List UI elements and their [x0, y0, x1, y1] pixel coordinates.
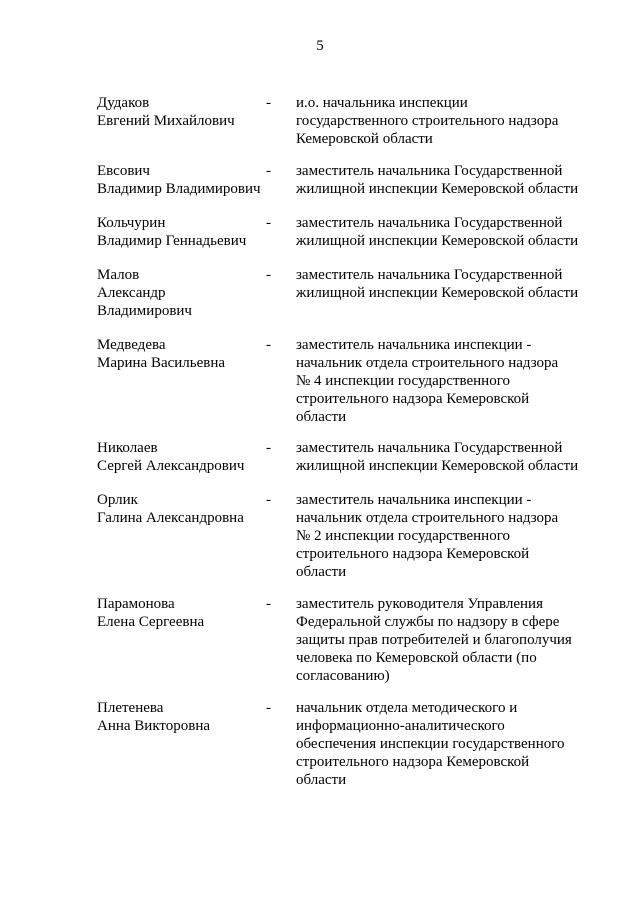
name-line: Парамонова	[97, 596, 175, 612]
position-line: жилищной инспекции Кемеровской области	[296, 181, 579, 197]
name-line: Анна Викторовна	[97, 718, 211, 734]
dash-separator: -	[266, 337, 271, 353]
position-line: области	[296, 564, 347, 580]
list-item	[0, 439, 640, 474]
list-item	[0, 699, 640, 788]
name-line: Медведева	[97, 337, 166, 353]
name-line: Малов	[97, 267, 140, 283]
position-line: области	[296, 772, 347, 788]
person-name	[97, 162, 272, 198]
position-line: строительного надзора Кемеровской	[296, 546, 530, 562]
name-line: Евсович	[97, 163, 150, 179]
list-item	[0, 595, 640, 684]
person-name	[97, 439, 272, 475]
person-position	[296, 94, 596, 148]
name-line: Орлик	[97, 492, 138, 508]
name-line: Плетенева	[97, 700, 164, 716]
position-line: строительного надзора Кемеровской	[296, 391, 530, 407]
position-line: государственного строительного надзора	[296, 113, 559, 129]
position-line: начальник отдела методического и	[296, 700, 518, 716]
person-name	[97, 336, 272, 372]
list-item	[0, 336, 640, 425]
position-line: заместитель начальника Государственной	[296, 215, 563, 231]
person-position	[296, 439, 596, 475]
name-line: Марина Васильевна	[97, 355, 226, 371]
position-line: заместитель начальника инспекции -	[296, 337, 532, 353]
person-position	[296, 699, 596, 789]
person-name	[97, 266, 272, 320]
person-name	[97, 214, 272, 250]
position-line: информационно-аналитического	[296, 718, 505, 734]
position-line: № 4 инспекции государственного	[296, 373, 510, 389]
position-line: Федеральной службы по надзору в сфере	[296, 614, 560, 630]
list-item	[0, 266, 640, 319]
position-line: заместитель начальника Государственной	[296, 163, 563, 179]
name-line: Владимир Владимирович	[97, 181, 261, 197]
name-line: Евгений Михайлович	[97, 113, 235, 129]
dash-separator: -	[266, 440, 271, 456]
person-name	[97, 491, 272, 527]
position-line: заместитель руководителя Управления	[296, 596, 543, 612]
position-line: начальник отдела строительного надзора	[296, 355, 559, 371]
position-line: обеспечения инспекции государственного	[296, 736, 565, 752]
position-line: жилищной инспекции Кемеровской области	[296, 233, 579, 249]
position-line: жилищной инспекции Кемеровской области	[296, 285, 579, 301]
person-position	[296, 491, 596, 581]
name-line: Николаев	[97, 440, 158, 456]
person-name	[97, 94, 272, 130]
position-line: человека по Кемеровской области (по	[296, 650, 537, 666]
position-line: области	[296, 409, 347, 425]
dash-separator: -	[266, 700, 271, 716]
position-line: заместитель начальника Государственной	[296, 440, 563, 456]
name-line: Александр	[97, 285, 166, 301]
position-line: заместитель начальника инспекции -	[296, 492, 532, 508]
position-line: заместитель начальника Государственной	[296, 267, 563, 283]
position-line: строительного надзора Кемеровской	[296, 754, 530, 770]
person-position	[296, 595, 596, 685]
dash-separator: -	[266, 492, 271, 508]
list-item	[0, 162, 640, 197]
person-name	[97, 699, 272, 735]
person-position	[296, 266, 596, 302]
page-number: 5	[316, 38, 324, 54]
name-line: Владимир Геннадьевич	[97, 233, 247, 249]
list-item	[0, 214, 640, 249]
name-line: Сергей Александрович	[97, 458, 245, 474]
position-line: и.о. начальника инспекции	[296, 95, 468, 111]
list-item	[0, 94, 640, 147]
position-line: согласованию)	[296, 668, 390, 684]
position-line: жилищной инспекции Кемеровской области	[296, 458, 579, 474]
person-position	[296, 162, 596, 198]
name-line: Кольчурин	[97, 215, 166, 231]
dash-separator: -	[266, 267, 271, 283]
person-position	[296, 336, 596, 426]
name-line: Дудаков	[97, 95, 150, 111]
dash-separator: -	[266, 95, 271, 111]
position-line: начальник отдела строительного надзора	[296, 510, 559, 526]
dash-separator: -	[266, 596, 271, 612]
name-line: Елена Сергеевна	[97, 614, 205, 630]
position-line: Кемеровской области	[296, 131, 433, 147]
person-position	[296, 214, 596, 250]
dash-separator: -	[266, 163, 271, 179]
person-name	[97, 595, 272, 631]
list-item	[0, 491, 640, 580]
position-line: защиты прав потребителей и благополучия	[296, 632, 572, 648]
name-line: Галина Александровна	[97, 510, 244, 526]
position-line: № 2 инспекции государственного	[296, 528, 510, 544]
name-line: Владимирович	[97, 303, 192, 319]
dash-separator: -	[266, 215, 271, 231]
